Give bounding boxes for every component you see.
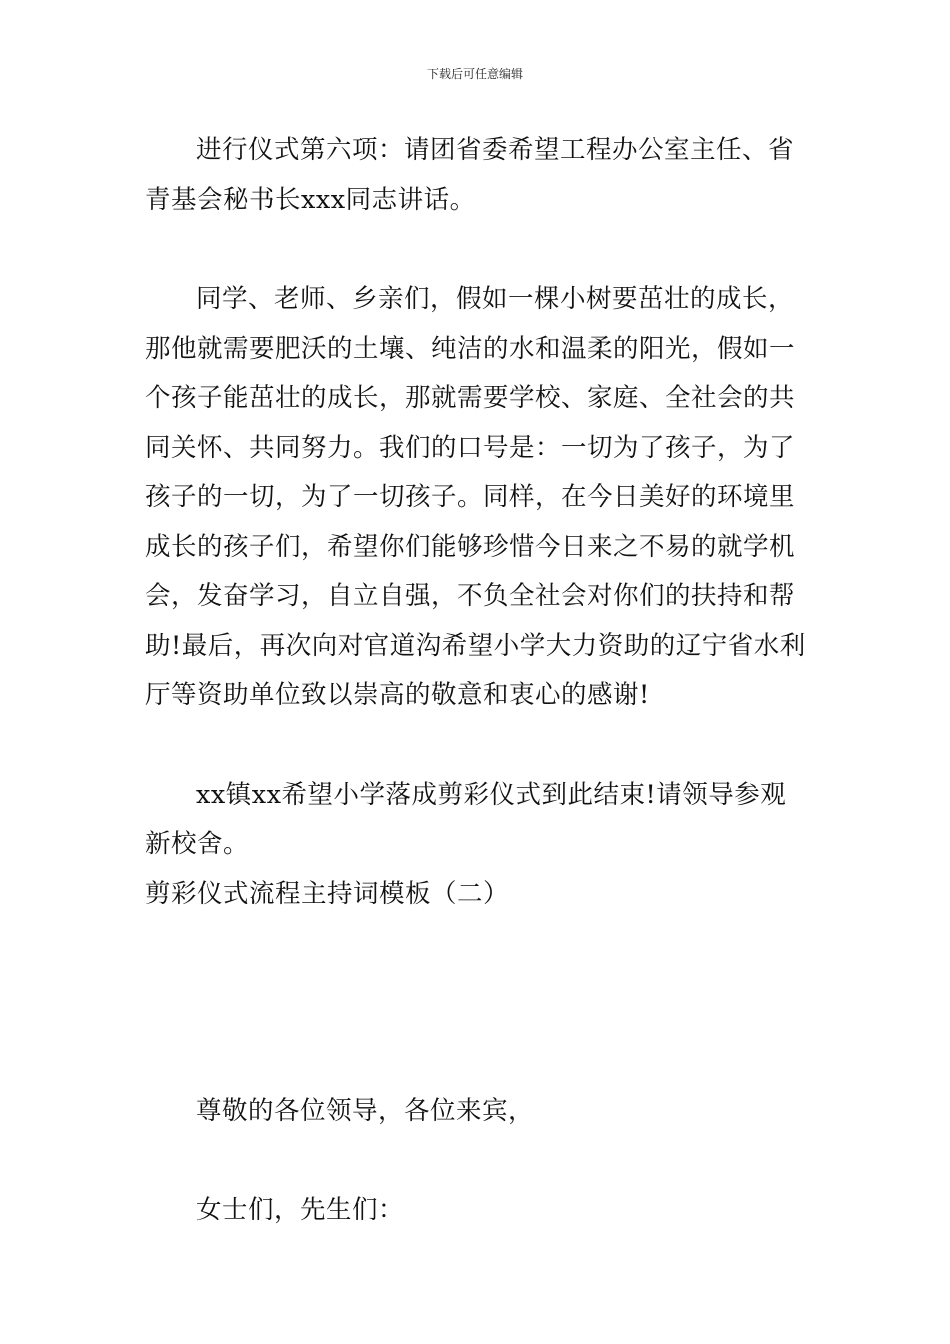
section-title: 剪彩仪式流程主持词模板（二） bbox=[145, 878, 510, 909]
paragraph-spacer bbox=[145, 1137, 810, 1186]
paragraph-closing: xx镇xx希望小学落成剪彩仪式到此结束!请领导参观新校舍。 bbox=[145, 779, 787, 859]
paragraph-ceremony-item-six: 进行仪式第六项：请团省委希望工程办公室主任、省青基会秘书长xxx同志讲话。 bbox=[145, 135, 795, 215]
paragraph-speech: 同学、老师、乡亲们，假如一棵小树要茁壮的成长，那他就需要肥沃的土壤、纯洁的水和温柔的阳光，假如一个孩子能茁壮的成长，那就需要学校、家庭、全社会的共同关怀、共同努力。我们的口号是：一切为了孩子，为了孩子的一切，为了一切孩子。同样，在今日美好的环境里成长的孩子们，希望你们能够珍惜今日来之不易的就学机会，发奋学习，自立自强，不负全社会对你们的扶持和帮助!最后，再次向对官道沟希望小学大力资助的辽宁省水利厅等资助单位致以崇高的敬意和衷心的感谢! bbox=[145, 284, 806, 710]
greeting-audience: 女士们，先生们： bbox=[196, 1194, 405, 1225]
paragraph-spacer bbox=[145, 225, 810, 275]
paragraph-spacer bbox=[145, 721, 810, 771]
section-spacer bbox=[145, 919, 810, 1087]
greeting-leaders: 尊敬的各位领导，各位来宾， bbox=[196, 1096, 535, 1126]
document-body bbox=[145, 126, 810, 1235]
page-header-note: 下载后可任意编辑 bbox=[426, 67, 523, 81]
